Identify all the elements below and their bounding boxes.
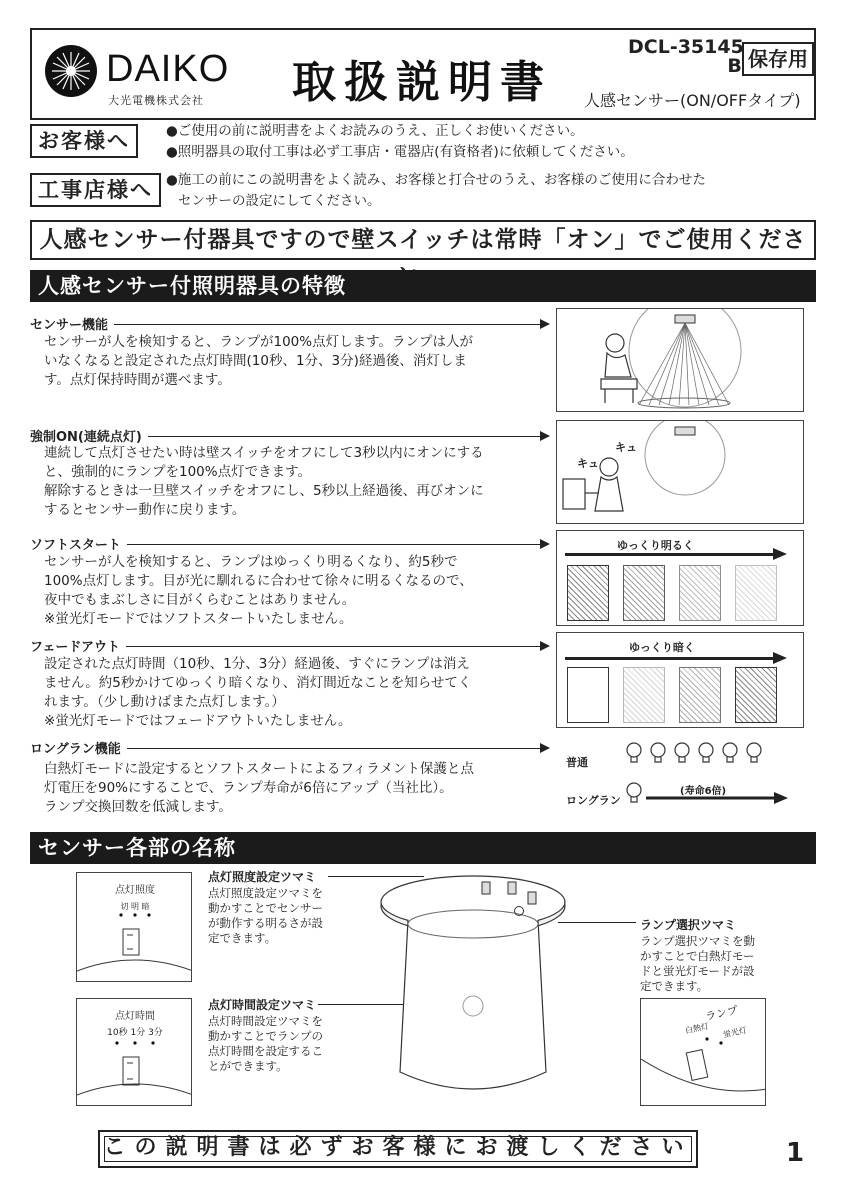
body-line: す。点灯保持時間が選べます。 <box>44 372 231 388</box>
brightness-panel-title: 点灯照度 <box>115 885 155 896</box>
customer-notice-text <box>166 121 634 163</box>
features-section-title: 人感センサー付照明器具の特徴 <box>30 270 816 302</box>
arrow-right-icon <box>773 548 787 560</box>
time-panel <box>76 998 192 1106</box>
wall-switch-banner: 人感センサー付器具ですので壁スイッチは常時「オン」でご使用くださ <box>30 220 816 260</box>
body-line: れます。（少し動けばまた点灯します。） <box>44 694 285 710</box>
sensor-window <box>514 906 524 916</box>
leader-line <box>558 922 636 923</box>
time-knob-icon <box>77 999 192 1106</box>
ceiling-light-fixture-icon <box>378 866 568 1116</box>
customer-notice-line: ●照明器具の取付工事は必ず工事店・電器店(有資格者)に依頼してください。 <box>166 144 634 160</box>
desc-line: 点灯時間を設定するこ <box>208 1044 323 1058</box>
model-number <box>628 38 744 76</box>
bulb-dim-1 <box>567 565 609 621</box>
arrow-right-icon <box>540 641 550 651</box>
company-name: 大光電機株式会社 <box>108 94 204 107</box>
desc-line: 動かすことでランプの <box>208 1029 323 1043</box>
body-line: センサーが人を検知すると、ランプが100%点灯します。ランプは人が <box>44 334 474 350</box>
lamp-panel-option-1: 白熱灯 <box>684 1021 710 1036</box>
desc-line: 動かすことでセンサー <box>208 901 323 915</box>
arrow-right-icon <box>540 431 550 441</box>
parts-section-title: センサー各部の名称 <box>30 832 816 864</box>
body-line: センサーが人を検知すると、ランプはゆっくり明るくなり、約5秒で <box>44 554 458 570</box>
page-number: 1 <box>786 1138 805 1168</box>
wall-switch-person-icon <box>557 421 803 523</box>
bulb-icon <box>747 743 761 762</box>
soft-start-title: ソフトスタート <box>30 538 127 553</box>
soft-start-illustration <box>556 530 804 626</box>
forced-on-heading <box>30 426 550 445</box>
body-line: ランプ交換回数を低減します。 <box>44 799 232 815</box>
desc-line: ドと蛍光灯モードが設 <box>640 964 755 978</box>
bulb-dim-3 <box>679 667 721 723</box>
arrow-right-icon <box>540 539 550 549</box>
contractor-notice-label: 工事店様へ <box>30 173 161 207</box>
time-panel-title: 点灯時間 <box>115 1011 155 1022</box>
bulb-icon <box>723 743 737 762</box>
body-line: 夜中でもまぶしさに目がくらむことはありません。 <box>44 592 356 608</box>
soft-start-arrow-label: ゆっくり明るく <box>617 539 694 552</box>
arrow-right-icon <box>540 743 550 753</box>
customer-notice-label: お客様へ <box>30 124 138 158</box>
bulb-icon <box>627 783 641 802</box>
hand-to-customer-note: この説明書は必ずお客様にお渡しください <box>98 1130 698 1168</box>
soft-start-body <box>44 553 512 629</box>
bulb-dim-3 <box>679 565 721 621</box>
long-run-body <box>44 760 512 817</box>
body-line: 設定された点灯時間（10秒、1分、3分）経過後、すぐにランプは消え <box>44 656 470 672</box>
contractor-notice-text <box>166 170 706 212</box>
bulb-bright-1 <box>567 667 609 723</box>
keep-badge: 保存用 <box>742 42 814 76</box>
long-run-label: ロングラン <box>566 794 621 807</box>
desc-line: 定できます。 <box>640 979 709 993</box>
lamp-select-desc <box>640 934 755 994</box>
soft-start-heading <box>30 534 550 553</box>
forced-on-illustration <box>556 420 804 524</box>
progress-arrow <box>565 657 775 660</box>
desc-line: かすことで白熱灯モー <box>640 949 755 963</box>
body-line: 100%点灯します。目が光に馴れるに合わせて徐々に明るくなるので、 <box>44 573 473 589</box>
brightness-knob-icon <box>77 873 192 982</box>
time-knob-title: 点灯時間設定ツマミ <box>208 998 317 1012</box>
life-label: (寿命6倍) <box>680 786 727 797</box>
lamp-panel-title: ランプ <box>704 1003 740 1024</box>
sensor-function-body <box>44 333 512 390</box>
fade-out-heading <box>30 636 550 655</box>
fade-out-arrow-label: ゆっくり暗く <box>629 641 695 654</box>
customer-notice-line: ●ご使用の前に説明書をよくお読みのうえ、正しくお使いください。 <box>166 123 584 139</box>
forced-on-title: 強制ON(連続点灯) <box>30 430 148 445</box>
desc-line: ランプ選択ツマミを動 <box>640 934 755 948</box>
document-title: 取扱説明書 <box>292 57 552 108</box>
long-run-title: ロングラン機能 <box>30 742 127 757</box>
contractor-notice-line: センサーの設定にしてください。 <box>178 193 381 209</box>
body-line: するとセンサー動作に戻ります。 <box>44 502 246 518</box>
desc-line: 定できます。 <box>208 931 277 945</box>
body-line: 解除するときは一旦壁スイッチをオフにし、5秒以上経過後、再びオンに <box>44 483 484 499</box>
bulb-icon <box>651 743 665 762</box>
model-number-main: DCL-35145 <box>628 36 744 58</box>
lamp-panel <box>640 998 766 1106</box>
sound-effect-2: キュ <box>577 457 599 470</box>
body-line: ※蛍光灯モードではソフトスタートいたしません。 <box>44 611 353 627</box>
sound-effect-1: キュ <box>615 441 637 454</box>
fade-out-illustration <box>556 632 804 728</box>
arrow-right-icon <box>773 652 787 664</box>
header-box <box>30 28 816 120</box>
sensor-cone-icon <box>557 309 803 411</box>
lamp-knob-icon <box>641 999 766 1106</box>
sensor-function-heading <box>30 314 550 333</box>
desc-line: とができます。 <box>208 1059 288 1073</box>
body-line: と、強制的にランプを100%点灯できます。 <box>44 464 312 480</box>
brightness-panel <box>76 872 192 982</box>
normal-label: 普通 <box>566 756 588 769</box>
bulb-dim-4 <box>735 565 777 621</box>
desc-line: 点灯時間設定ツマミを <box>208 1014 323 1028</box>
bulb-dim-2 <box>623 565 665 621</box>
body-line: 灯電圧を90%にすることで、ランプ寿命が6倍にアップ（当社比）。 <box>44 780 453 796</box>
lamp-life-icons <box>624 740 794 814</box>
bulb-icon <box>675 743 689 762</box>
sensor-type: 人感センサー(ON/OFFタイプ) <box>584 91 801 110</box>
body-line: 連続して点灯させたい時は壁スイッチをオフにして3秒以内にオンにする <box>44 445 484 461</box>
bulb-dim-2 <box>623 667 665 723</box>
forced-on-body <box>44 444 512 520</box>
brightness-knob-desc <box>208 886 323 946</box>
sensor-function-title: センサー機能 <box>30 318 114 333</box>
body-line: 白熱灯モードに設定するとソフトスタートによるフィラメント保護と点 <box>44 761 474 777</box>
brightness-knob-title: 点灯照度設定ツマミ <box>208 870 317 884</box>
desc-line: が動作する明るさが設 <box>208 916 323 930</box>
progress-arrow <box>565 553 775 556</box>
contractor-notice-line: ●施工の前にこの説明書をよく読み、お客様と打合せのうえ、お客様のご使用に合わせた <box>166 172 706 188</box>
lamp-select-title: ランプ選択ツマミ <box>640 918 737 932</box>
arrow-right-icon <box>540 319 550 329</box>
brand-name: DAIKO <box>106 48 230 90</box>
brightness-panel-scale: 切 明 暗 <box>120 902 150 911</box>
lamp-panel-option-2: 蛍光灯 <box>722 1025 748 1040</box>
desc-line: 点灯照度設定ツマミを <box>208 886 323 900</box>
bulb-dim-4 <box>735 667 777 723</box>
daiko-logo-icon <box>44 44 98 98</box>
time-panel-scale: 10秒 1分 3分 <box>107 1028 163 1038</box>
fade-out-title: フェードアウト <box>30 640 126 655</box>
bulb-icon <box>699 743 713 762</box>
time-knob-desc <box>208 1014 323 1074</box>
sensor-illustration <box>556 308 804 412</box>
body-line: ※蛍光灯モードではフェードアウトいたしません。 <box>44 713 352 729</box>
body-line: ません。約5秒かけてゆっくり暗くなり、消灯間近なことを知らせてく <box>44 675 472 691</box>
body-line: いなくなると設定された点灯時間(10秒、1分、3分)経過後、消灯しま <box>44 353 467 369</box>
fade-out-body <box>44 655 512 731</box>
bulb-icon <box>627 743 641 762</box>
model-number-suffix: B <box>727 55 742 77</box>
long-run-heading <box>30 738 550 757</box>
